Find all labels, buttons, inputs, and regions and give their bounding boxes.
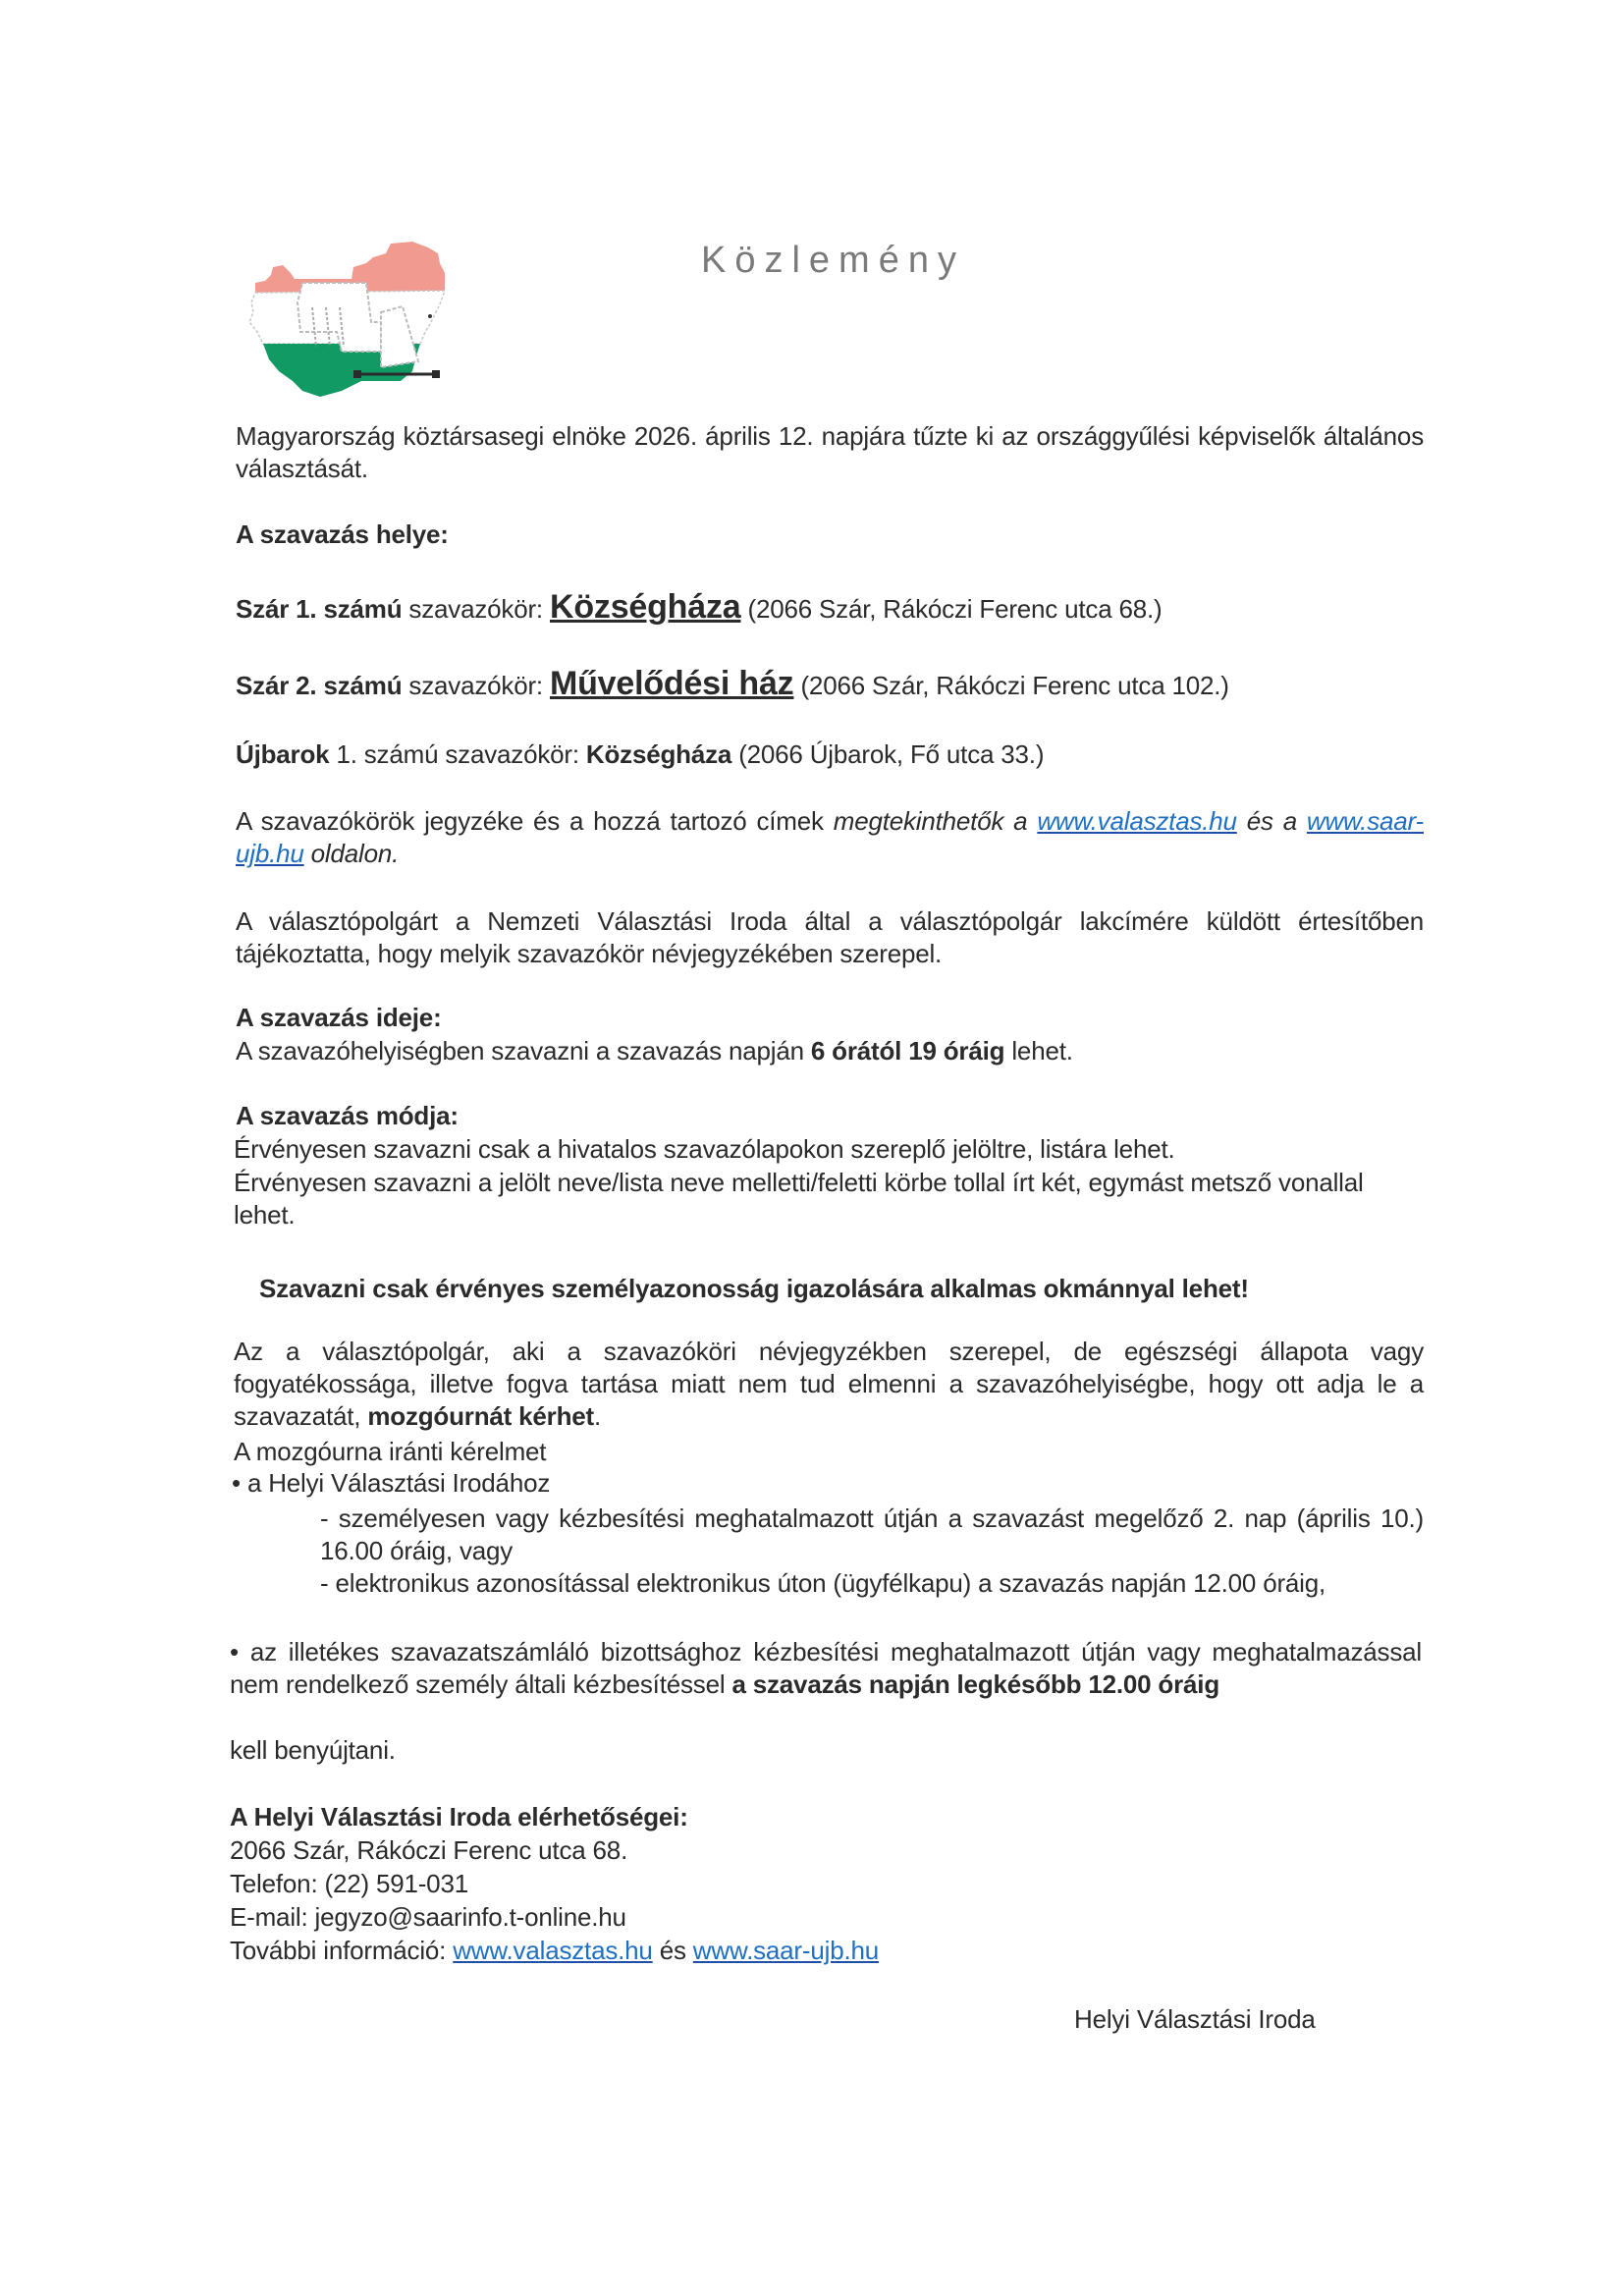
district-address: (2066 Szár, Rákóczi Ferenc utca 68.) (740, 594, 1163, 624)
mobile-box-end: . (593, 1401, 602, 1431)
notice-paragraph: A választópolgárt a Nemzeti Választási Iroda által a választópolgár lakcímére küldött értesítőben tájékoztatta, hogy melyik szavazókör névjegyzékében szerepel. (236, 906, 1424, 968)
district-address: (2066 Szár, Rákóczi Ferenc utca 102.) (793, 671, 1229, 700)
bullet-item (230, 1636, 1422, 1701)
district-row (236, 588, 1163, 626)
method-line: Érvényesen szavazni a jelölt neve/lista neve melletti/feletti körbe tollal írt két, egymást metsző vonallal lehet. (234, 1168, 1364, 1230)
list-text-and: és a (1236, 806, 1307, 836)
district-row (236, 738, 1044, 771)
time-hours: 6 órától 19 óráig (810, 1036, 1005, 1066)
link-valasztas[interactable]: www.valasztas.hu (1037, 806, 1237, 836)
link-valasztas[interactable]: www.valasztas.hu (453, 1936, 653, 1965)
district-prefix: Újbarok (236, 739, 330, 769)
mobile-box-text: Az a választópolgár, aki a szavazóköri névjegyzékben szerepel, de egészségi állapota vagy fogyatékossága, illetve fogva tartása miatt nem tud elmenni a szavazóhelyiségbe, hogy ott adja le a szavazatát, (234, 1337, 1424, 1431)
district-venue: Községháza (549, 588, 741, 626)
more-info-label: További információ: (230, 1936, 454, 1965)
district-number-word: 1. számú (336, 739, 439, 769)
intro-paragraph: Magyarország köztársasegi elnöke 2026. április 12. napjára tűzte ki az országgyűlési képviselők általános választását. (236, 421, 1424, 483)
bullet-icon: • (232, 1468, 247, 1498)
contact-heading: A Helyi Választási Iroda elérhetőségei: (230, 1802, 688, 1831)
method-heading: A szavazás módja: (236, 1101, 459, 1130)
district-prefix: Szár 1. (236, 594, 317, 624)
sub-item: - elektronikus azonosítással elektronikus úton (ügyfélkapu) a szavazás napján 12.00 óráig, (320, 1568, 1326, 1598)
district-row (236, 665, 1229, 702)
contact-email: E-mail: jegyzo@saarinfo.t-online.hu (230, 1902, 626, 1932)
closing-line: kell benyújtani. (230, 1735, 396, 1765)
method-line: Érvényesen szavazni csak a hivatalos szavazólapokon szereplő jelöltre, listára lehet. (234, 1134, 1175, 1164)
list-text-end: oldalon. (303, 839, 400, 868)
district-label: szavazókör: (402, 594, 550, 624)
contact-address: 2066 Szár, Rákóczi Ferenc utca 68. (230, 1835, 628, 1865)
mobile-box-paragraph (234, 1336, 1424, 1433)
place-heading: A szavazás helye: (236, 519, 449, 549)
id-warning: Szavazni csak érvényes személyazonosság igazolására alkalmas okmánnyal lehet! (259, 1274, 1249, 1303)
logo (243, 234, 501, 401)
district-prefix: Szár 2. (236, 671, 317, 700)
time-heading: A szavazás ideje: (236, 1003, 442, 1032)
district-number-word: számú (323, 671, 403, 700)
hungary-map-ballot-icon (243, 234, 501, 401)
contact-more-info (230, 1935, 879, 1967)
district-address: (2066 Újbarok, Fő utca 33.) (731, 739, 1045, 769)
time-text-end: lehet. (1004, 1036, 1073, 1066)
district-venue: Művelődési ház (549, 665, 794, 702)
request-intro: A mozgóurna iránti kérelmet (234, 1437, 547, 1466)
mobile-box-bold: mozgóurnát kérhet (367, 1401, 594, 1431)
signature: Helyi Választási Iroda (1074, 2004, 1316, 2034)
page-title: Közlemény (701, 240, 965, 281)
district-venue: Községháza (585, 739, 732, 769)
list-text-italic: megtekinthetők a (833, 806, 1038, 836)
link-saar-ujb[interactable]: www.saar-ujb.hu (236, 806, 1424, 868)
time-text: A szavazóhelyiségben szavazni a szavazás napján (236, 1036, 811, 1066)
link-saar-ujb[interactable]: www.saar-ujb.hu (692, 1936, 879, 1965)
list-text: A szavazókörök jegyzéke és a hozzá tartozó címek (236, 806, 834, 836)
bullet-text: a Helyi Választási Irodához (246, 1468, 551, 1498)
bullet-icon: • (230, 1637, 250, 1667)
district-label: szavazókör: (438, 739, 586, 769)
bullet-bold: a szavazás napján legkésőbb 12.00 óráig (731, 1669, 1219, 1699)
contact-phone: Telefon: (22) 591-031 (230, 1869, 468, 1898)
more-info-and: és (652, 1936, 693, 1965)
district-label: szavazókör: (402, 671, 550, 700)
time-paragraph (236, 1035, 1424, 1067)
bullet-text: az illetékes szavazatszámláló bizottsághoz kézbesítési meghatalmazott útján vagy meghatalmazással nem rendelkező személy általi kézbesítéssel (230, 1637, 1422, 1699)
sub-item: - személyesen vagy kézbesítési meghatalmazott útján a szavazást megelőző 2. nap (április 10.) 16.00 óráig, vagy (320, 1503, 1424, 1565)
district-list-paragraph (236, 805, 1424, 870)
bullet-item (232, 1467, 550, 1500)
district-number-word: számú (323, 594, 403, 624)
